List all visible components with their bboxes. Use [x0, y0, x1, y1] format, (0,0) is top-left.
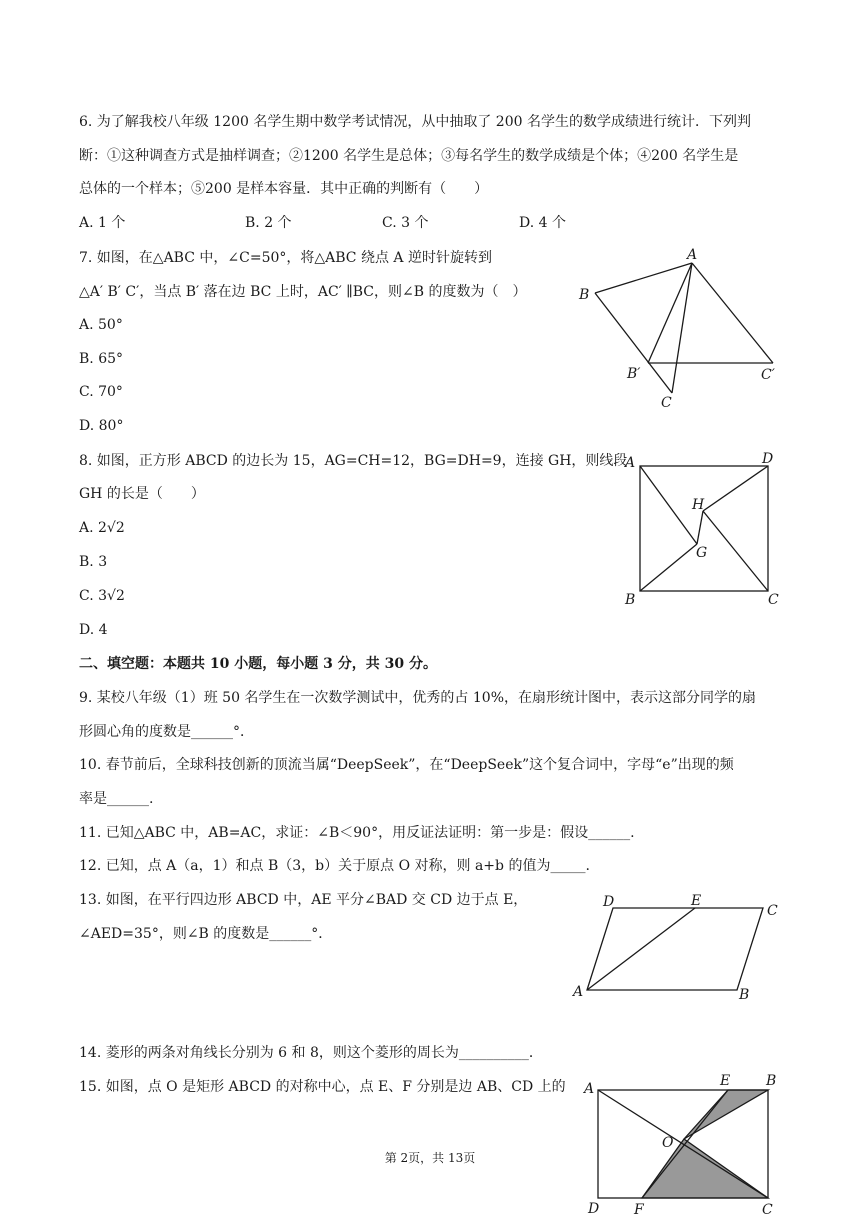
- q10-line-2: 率是______.: [79, 791, 154, 807]
- q9-line-2: 形圆心角的度数是______°．: [79, 724, 254, 740]
- page-footer: 第 2页，共 13页: [384, 1151, 476, 1165]
- q6-option-d: D. 4 个: [519, 215, 566, 231]
- q8-option-d: D. 4: [79, 622, 108, 638]
- q7-label-c: C: [661, 395, 672, 410]
- q11-text: 11. 已知△ABC 中，AB=AC，求证：∠B＜90°，用反证法证明：第一步是：假设______.: [79, 825, 635, 841]
- q8-label-b: B: [625, 592, 636, 608]
- q6-line-3: 总体的一个样本；⑤200 是样本容量．其中正确的判断有（ ）: [79, 181, 489, 197]
- q8-option-c: C. 3√2: [79, 588, 125, 604]
- q8-label-g: G: [696, 545, 708, 561]
- q7-rotation-figure: [575, 245, 790, 410]
- q12-text: 12. 已知，点 A（a，1）和点 B（3，b）关于原点 O 对称，则 a+b 的值为_____.: [79, 858, 590, 874]
- q13-line-1: 13. 如图，在平行四边形 ABCD 中，AE 平分∠BAD 交 CD 边于点 E，: [79, 892, 528, 908]
- q8-label-h: H: [692, 497, 705, 513]
- q15-label-e: E: [720, 1073, 731, 1089]
- q14-text: 14. 菱形的两条对角线长分别为 6 和 8，则这个菱形的周长为__________．: [79, 1045, 543, 1061]
- section-2-heading: 二、填空题：本题共 10 小题，每小题 3 分，共 30 分。: [79, 656, 437, 672]
- q15-label-b: B: [766, 1073, 777, 1089]
- q6-option-c: C. 3 个: [382, 215, 429, 231]
- q7-line-2: △A′ B′ C′，当点 B′ 落在边 BC 上时，AC′ ∥BC，则∠B 的度数为（ ）: [79, 284, 527, 300]
- q7-label-b: B: [579, 287, 590, 303]
- q15-label-c: C: [762, 1202, 773, 1216]
- q13-label-c: C: [767, 903, 778, 919]
- q8-line-1: 8. 如图，正方形 ABCD 的边长为 15，AG=CH=12，BG=DH=9，连接 GH，则线段: [79, 453, 628, 469]
- q7-line-1: 7. 如图，在△ABC 中，∠C=50°，将△ABC 绕点 A 逆时针旋转到: [79, 250, 492, 266]
- q6-option-b: B. 2 个: [245, 215, 292, 231]
- q6-option-a: A. 1 个: [79, 215, 126, 231]
- q15-label-f: F: [634, 1202, 644, 1216]
- q15-rectangle-figure: [578, 1068, 788, 1216]
- q13-line-2: ∠AED=35°，则∠B 的度数是______°．: [79, 926, 333, 942]
- q13-parallelogram-figure: [565, 888, 790, 1003]
- q13-label-d: D: [603, 894, 615, 910]
- q15-label-d: D: [588, 1201, 600, 1216]
- q6-line-1: 6. 为了解我校八年级 1200 名学生期中数学考试情况，从中抽取了 200 名学生的数学成绩进行统计．下列判: [79, 114, 751, 130]
- q10-line-1: 10. 春节前后，全球科技创新的顶流当属“DeepSeek”，在“DeepSeek”这个复合词中，字母“e”出现的频: [79, 757, 734, 773]
- q13-label-e: E: [691, 893, 702, 909]
- q8-line-2: GH 的长是（ ）: [79, 486, 205, 502]
- q7-label-b-prime: B′: [627, 366, 641, 382]
- q13-label-b: B: [739, 987, 750, 1003]
- q8-label-a: A: [625, 455, 636, 471]
- q7-option-a: A. 50°: [79, 317, 123, 333]
- q15-line-1: 15. 如图，点 O 是矩形 ABCD 的对称中心，点 E、F 分别是边 AB、CD 上的: [79, 1079, 566, 1095]
- q15-label-a: A: [584, 1081, 595, 1097]
- q6-line-2: 断：①这种调查方式是抽样调查；②1200 名学生是总体；③每名学生的数学成绩是个体；④200 名学生是: [79, 148, 739, 164]
- q8-label-c: C: [768, 592, 779, 608]
- q9-line-1: 9. 某校八年级（1）班 50 名学生在一次数学测试中，优秀的占 10%，在扇形统计图中，表示这部分同学的扇: [79, 690, 756, 706]
- q7-option-b: B. 65°: [79, 351, 124, 367]
- q7-option-c: C. 70°: [79, 384, 123, 400]
- q7-label-a: A: [687, 247, 698, 263]
- q7-option-d: D. 80°: [79, 418, 124, 434]
- q8-label-d: D: [762, 451, 774, 467]
- q8-option-a: A. 2√2: [79, 520, 125, 536]
- q13-label-a: A: [573, 984, 584, 1000]
- q15-label-o: O: [662, 1135, 674, 1151]
- q7-label-c-prime: C′: [761, 367, 775, 383]
- q8-option-b: B. 3: [79, 554, 108, 570]
- q8-square-figure: [620, 448, 790, 610]
